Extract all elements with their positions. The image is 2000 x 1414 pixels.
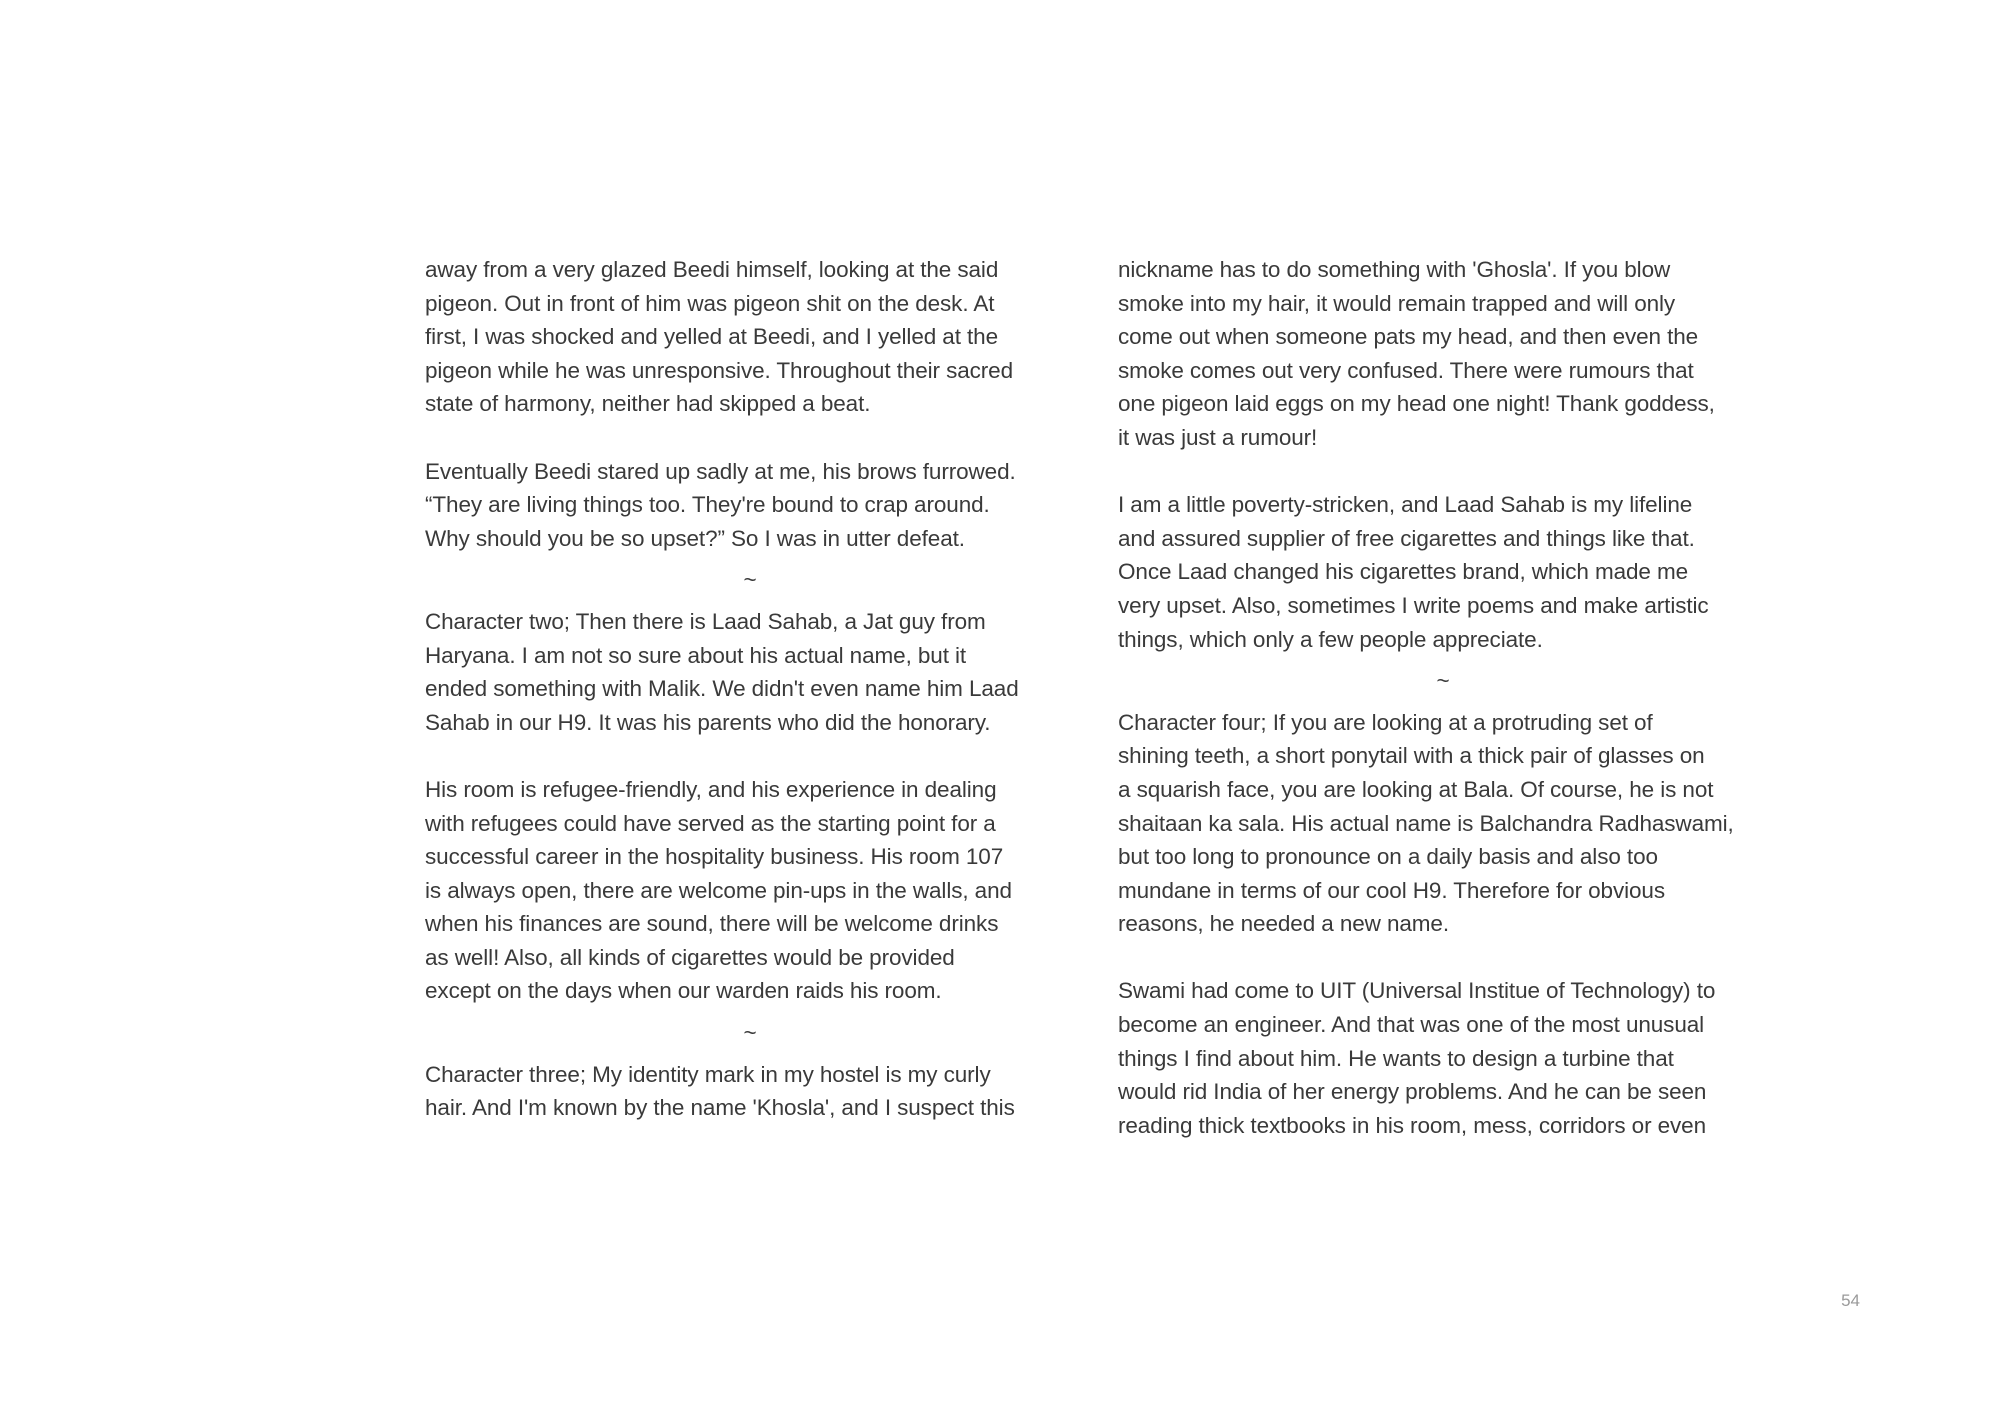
text-line: Character two; Then there is Laad Sahab, a Jat guy from bbox=[425, 608, 986, 634]
paragraph bbox=[425, 605, 1075, 739]
right-column bbox=[1118, 253, 1768, 1142]
text-line: as well! Also, all kinds of cigarettes would be provided bbox=[425, 944, 955, 970]
text-line: I am a little poverty-stricken, and Laad Sahab is my lifeline bbox=[1118, 492, 1693, 518]
text-line: would rid India of her energy problems. And he can be seen bbox=[1118, 1079, 1707, 1105]
paragraph bbox=[425, 773, 1075, 1008]
paragraph-gap bbox=[425, 739, 1075, 773]
text-line: it was just a rumour! bbox=[1118, 424, 1318, 450]
text-line: reasons, he needed a new name. bbox=[1118, 911, 1449, 937]
text-line: but too long to pronounce on a daily basis and also too bbox=[1118, 844, 1658, 870]
paragraph bbox=[425, 455, 1075, 556]
paragraph bbox=[1118, 253, 1768, 455]
text-line: away from a very glazed Beedi himself, looking at the said bbox=[425, 257, 999, 282]
text-line: Haryana. I am not so sure about his actual name, but it bbox=[425, 642, 967, 668]
text-line: “They are living things too. They're bound to crap around. bbox=[425, 492, 990, 518]
text-line: pigeon. Out in front of him was pigeon shit on the desk. At bbox=[425, 290, 995, 316]
text-line: nickname has to do something with 'Ghosla'. If you blow bbox=[1118, 257, 1671, 282]
text-line: Character three; My identity mark in my hostel is my curly bbox=[425, 1061, 991, 1087]
text-line: very upset. Also, sometimes I write poems and make artistic bbox=[1118, 592, 1709, 618]
text-line: a squarish face, you are looking at Bala. Of course, he is not bbox=[1118, 776, 1714, 802]
text-line: Character four; If you are looking at a protruding set of bbox=[1118, 709, 1653, 735]
text-line: except on the days when our warden raids his room. bbox=[425, 978, 942, 1004]
text-line: become an engineer. And that was one of the most unusual bbox=[1118, 1012, 1705, 1038]
left-column bbox=[425, 253, 1075, 1125]
section-separator: ~ bbox=[1436, 668, 1450, 694]
text-line: with refugees could have served as the starting point for a bbox=[425, 810, 996, 836]
text-line: and assured supplier of free cigarettes and things like that. bbox=[1118, 525, 1695, 551]
text-line: come out when someone pats my head, and then even the bbox=[1118, 324, 1699, 350]
paragraph-gap bbox=[1118, 455, 1768, 489]
text-line: things I find about him. He wants to design a turbine that bbox=[1118, 1045, 1674, 1071]
text-line: successful career in the hospitality business. His room 107 bbox=[425, 844, 1004, 870]
text-line: Swami had come to UIT (Universal Institue of Technology) to bbox=[1118, 978, 1716, 1004]
text-line: one pigeon laid eggs on my head one night! Thank goddess, bbox=[1118, 391, 1715, 417]
paragraph-gap bbox=[425, 421, 1075, 455]
text-line: is always open, there are welcome pin-ups in the walls, and bbox=[425, 877, 1012, 903]
paragraph bbox=[425, 1058, 1075, 1125]
text-line: ended something with Malik. We didn't even name him Laad bbox=[425, 676, 1019, 702]
text-line: state of harmony, neither had skipped a beat. bbox=[425, 391, 871, 417]
text-line: Eventually Beedi stared up sadly at me, his brows furrowed. bbox=[425, 458, 1016, 484]
text-line: first, I was shocked and yelled at Beedi, and I yelled at the bbox=[425, 324, 998, 350]
section-separator: ~ bbox=[743, 567, 757, 593]
text-line: His room is refugee-friendly, and his experience in dealing bbox=[425, 776, 997, 802]
text-line: when his finances are sound, there will be welcome drinks bbox=[425, 911, 999, 937]
paragraph bbox=[1118, 488, 1768, 656]
text-line: smoke into my hair, it would remain trapped and will only bbox=[1118, 290, 1676, 316]
paragraph bbox=[1118, 706, 1768, 941]
text-line: Sahab in our H9. It was his parents who did the honorary. bbox=[425, 709, 991, 735]
text-line: things, which only a few people appreciate. bbox=[1118, 626, 1543, 652]
paragraph-gap bbox=[1118, 941, 1768, 975]
text-line: hair. And I'm known by the name 'Khosla', and I suspect this bbox=[425, 1095, 1015, 1121]
text-line: shining teeth, a short ponytail with a thick pair of glasses on bbox=[1118, 743, 1705, 769]
section-separator: ~ bbox=[743, 1020, 757, 1046]
text-line: Once Laad changed his cigarettes brand, which made me bbox=[1118, 559, 1689, 585]
page-number: 54 bbox=[1841, 1291, 1860, 1310]
text-line: Why should you be so upset?” So I was in utter defeat. bbox=[425, 525, 965, 551]
text-line: shaitaan ka sala. His actual name is Balchandra Radhaswami, bbox=[1118, 810, 1734, 836]
text-line: smoke comes out very confused. There were rumours that bbox=[1118, 357, 1694, 383]
text-line: pigeon while he was unresponsive. Throughout their sacred bbox=[425, 357, 1014, 383]
text-line: reading thick textbooks in his room, mess, corridors or even bbox=[1118, 1112, 1706, 1138]
paragraph bbox=[425, 253, 1075, 421]
text-line: mundane in terms of our cool H9. Therefore for obvious bbox=[1118, 877, 1665, 903]
paragraph bbox=[1118, 974, 1768, 1142]
